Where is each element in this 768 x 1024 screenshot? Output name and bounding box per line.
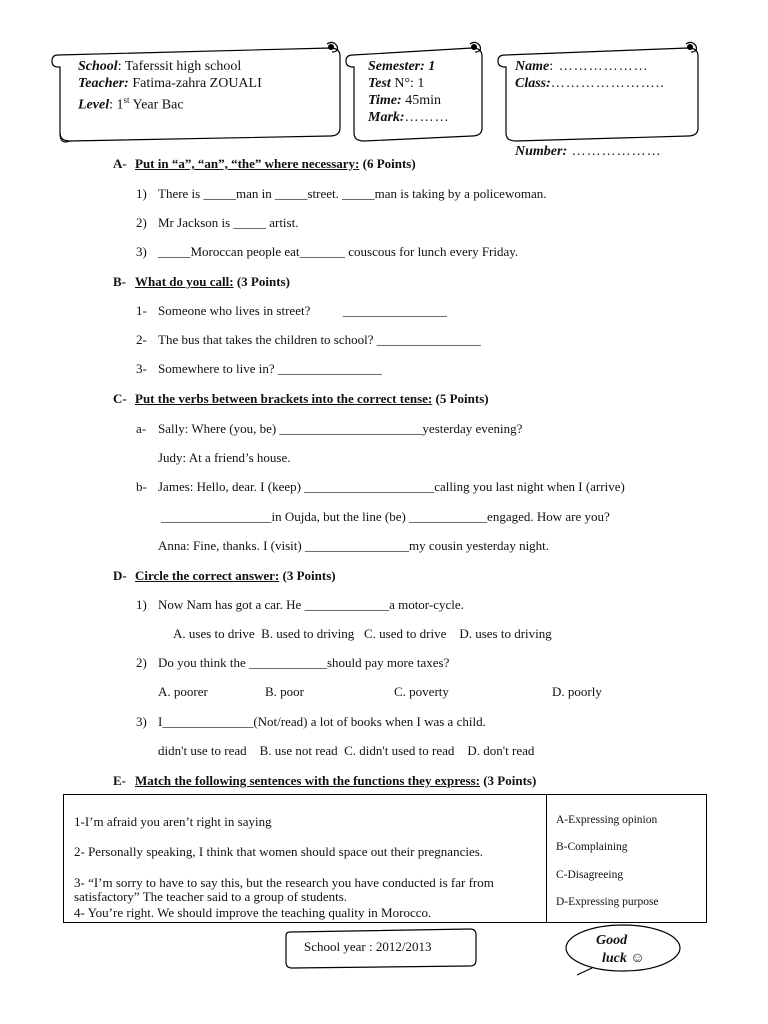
- item-text: Do you think the ____________should pay more taxes?: [158, 655, 450, 670]
- class-field[interactable]: …………………..: [550, 76, 665, 91]
- section-c-points: (5 Points): [432, 391, 489, 406]
- option-b[interactable]: B. poor: [265, 684, 304, 699]
- functions-cell: [547, 795, 707, 923]
- section-a-points: (6 Points): [359, 156, 416, 171]
- matching-table: [63, 794, 707, 923]
- item-number: 3): [136, 714, 147, 729]
- section-a-heading: [113, 156, 416, 172]
- item-number: b-: [136, 479, 147, 494]
- option-c[interactable]: C. poverty: [394, 684, 449, 699]
- time-value: 45min: [401, 93, 441, 108]
- section-c-line-3: [136, 479, 625, 495]
- section-d-points: (3 Points): [279, 568, 336, 583]
- section-e-title: Match the following sentences with the functions they express:: [135, 773, 480, 788]
- section-c-line-4: [161, 509, 610, 525]
- section-d-heading: [113, 568, 336, 584]
- item-text: Somewhere to live in? ________________: [158, 361, 382, 376]
- section-a-item-1: [136, 186, 546, 202]
- number-label: Number:: [515, 144, 568, 159]
- item-text: I______________(Not/read) a lot of books when I was a child.: [158, 714, 486, 729]
- item-number: 1-: [136, 303, 147, 318]
- section-c-letter: C-: [113, 391, 127, 406]
- option-a[interactable]: A. poorer: [158, 684, 208, 699]
- item-text: _________________in Oujda, but the line (be) ____________engaged. How are you?: [161, 509, 610, 524]
- item-number: 3): [136, 244, 147, 259]
- section-e-heading: [113, 773, 536, 789]
- name-line: [515, 58, 649, 75]
- section-d-letter: D-: [113, 568, 127, 583]
- test-value: N°: 1: [390, 76, 425, 91]
- class-label: Class:: [515, 76, 551, 91]
- mark-line: [368, 109, 450, 126]
- item-text: The bus that takes the children to school? ________________: [158, 332, 481, 347]
- item-number: 1): [136, 186, 147, 201]
- school-label: School: [78, 59, 118, 74]
- function-d: D-Expressing purpose: [556, 896, 659, 908]
- item-text: James: Hello, dear. I (keep) ____________________calling you last night when I (arrive): [158, 479, 625, 494]
- test-line: [368, 75, 424, 92]
- section-c-heading: [113, 391, 489, 407]
- item-text: Mr Jackson is _____ artist.: [158, 215, 299, 230]
- name-field[interactable]: : ………………: [549, 59, 649, 74]
- teacher-label: Teacher:: [78, 76, 129, 91]
- section-b-item-3: [136, 361, 382, 377]
- item-text: Sally: Where (you, be) ______________________yesterday evening?: [158, 421, 523, 436]
- level-label: Level: [78, 97, 110, 113]
- section-b-letter: B-: [113, 274, 126, 289]
- section-e-letter: E-: [113, 773, 126, 788]
- semester-line: [368, 58, 435, 75]
- mark-label: Mark:: [368, 110, 405, 125]
- section-b-title: What do you call:: [135, 274, 234, 289]
- section-c-line-1: [136, 421, 522, 437]
- level-value-post: Year Bac: [129, 97, 184, 113]
- teacher-value: Fatima-zahra ZOUALI: [128, 76, 262, 91]
- luck-text: luck ☺: [602, 951, 645, 966]
- item-text: Now Nam has got a car. He _____________a motor-cycle.: [158, 597, 464, 612]
- section-d-question-3: [136, 714, 486, 730]
- item-text: _____Moroccan people eat_______ couscous for lunch every Friday.: [158, 244, 519, 259]
- section-b-item-2: [136, 332, 481, 348]
- section-d-question-3-options[interactable]: didn't use to read B. use not read C. didn't used to read D. don't read: [158, 743, 535, 758]
- section-e-points: (3 Points): [479, 773, 537, 788]
- level-line: [78, 92, 184, 114]
- item-number: a-: [136, 421, 147, 436]
- function-a: A-Expressing opinion: [556, 814, 658, 826]
- section-a-letter: A-: [113, 156, 127, 171]
- good-text: Good: [596, 933, 628, 948]
- level-value: : 1: [109, 97, 124, 113]
- section-a-item-3: [136, 244, 518, 260]
- section-a-title: Put in “a”, “an”, “the” where necessary:: [135, 156, 360, 171]
- item-text: Judy: At a friend’s house.: [158, 450, 291, 465]
- sentence-4: 4- You’re right. We should improve the teaching quality in Morocco.: [74, 905, 432, 920]
- sentence-3: 3- “I’m sorry to have to say this, but the research you have conducted is far from satisfactory” The teacher said to a group of students.: [74, 875, 494, 904]
- semester-label: Semester: 1: [368, 59, 436, 74]
- section-b-points: (3 Points): [233, 274, 290, 289]
- school-value: Taferssit high school: [121, 59, 242, 74]
- teacher-line: [78, 75, 262, 92]
- section-c-line-5: [158, 538, 549, 554]
- function-b: B-Complaining: [556, 841, 628, 853]
- section-a-item-2: [136, 215, 298, 231]
- section-b-heading: [113, 274, 290, 290]
- test-label: Test: [368, 76, 391, 91]
- number-line: [515, 143, 662, 160]
- item-text: Someone who lives in street? ________________: [158, 303, 447, 318]
- school-line: School: Taferssit high school: [78, 59, 242, 74]
- sentences-cell: [64, 795, 547, 923]
- item-number: 2): [136, 655, 147, 670]
- school-year: School year : 2012/2013: [304, 939, 432, 954]
- class-line: [515, 75, 665, 92]
- option-d[interactable]: D. poorly: [552, 684, 602, 699]
- section-d-question-1-options[interactable]: A. uses to drive B. used to driving C. used to drive D. uses to driving: [173, 626, 552, 641]
- number-field[interactable]: ………………: [567, 144, 662, 159]
- function-c: C-Disagreeing: [556, 869, 624, 881]
- sentence-2: 2- Personally speaking, I think that women should space out their pregnancies.: [74, 844, 484, 859]
- level-sup: st: [123, 95, 130, 105]
- time-line: [368, 92, 441, 109]
- item-number: 1): [136, 597, 147, 612]
- section-b-item-1: [136, 303, 447, 319]
- sentence-1: 1-I’m afraid you aren’t right in saying: [74, 814, 272, 829]
- name-label: Name: [515, 59, 550, 74]
- section-d-question-2: [136, 655, 449, 671]
- item-text: There is _____man in _____street. _____man is taking by a policewoman.: [158, 186, 547, 201]
- item-text: Anna: Fine, thanks. I (visit) ________________my cousin yesterday night.: [158, 538, 550, 553]
- section-d-question-1: [136, 597, 464, 613]
- item-number: 2): [136, 215, 147, 230]
- section-c-line-2: [158, 450, 291, 466]
- item-number: 2-: [136, 332, 147, 347]
- section-c-title: Put the verbs between brackets into the correct tense:: [135, 391, 433, 406]
- mark-field[interactable]: ………: [404, 110, 450, 125]
- section-d-title: Circle the correct answer:: [135, 568, 280, 583]
- item-number: 3-: [136, 361, 147, 376]
- time-label: Time:: [368, 93, 402, 108]
